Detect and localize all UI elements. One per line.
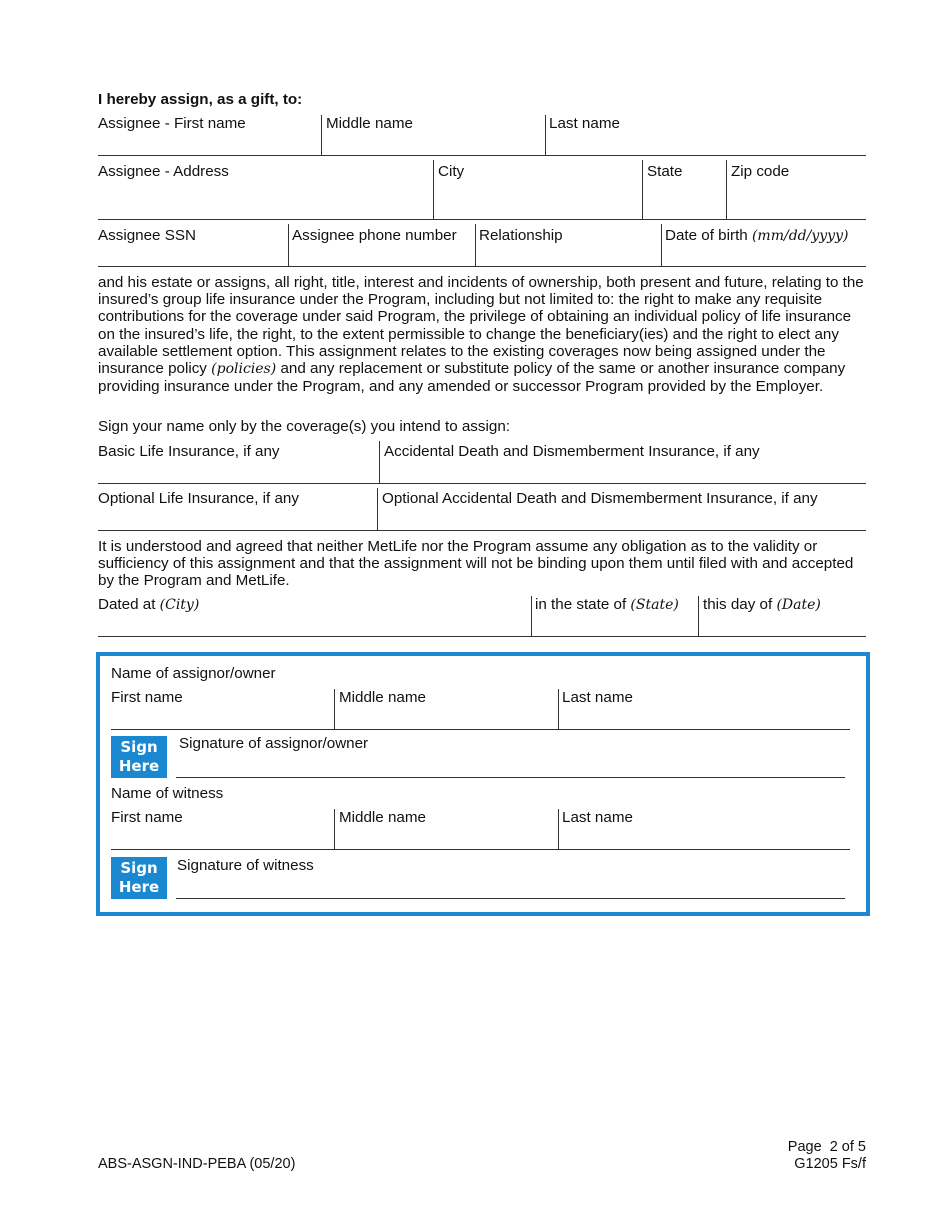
basic-life-label: Basic Life Insurance, if any: [98, 443, 280, 460]
agreement-paragraph: It is understood and agreed that neither MetLife nor the Program assume any obligation as to the validity or sufficiency of this assignment and that the assignment will not be binding upon them until filed with and accepted by the Program and MetLife.: [98, 538, 854, 590]
witness-last-name-label: Last name: [562, 809, 633, 826]
assignor-name-field[interactable]: [111, 729, 850, 730]
date-of-birth-label: Date of birth (mm/dd/yyyy): [665, 227, 849, 244]
divider: [433, 160, 434, 219]
divider: [288, 224, 289, 266]
assignee-ssn-label: Assignee SSN: [98, 227, 196, 244]
divider: [531, 596, 532, 636]
divider: [698, 596, 699, 636]
divider: [321, 115, 322, 155]
signature-box: [96, 652, 870, 916]
divider: [545, 115, 546, 155]
divider: [475, 224, 476, 266]
city-hint: (City): [159, 597, 200, 613]
assignee-middle-name-label: Middle name: [326, 115, 413, 132]
divider: [334, 809, 335, 849]
witness-heading: Name of witness: [111, 785, 224, 802]
assignee-address-field[interactable]: [98, 219, 866, 220]
assignee-name-field[interactable]: [98, 155, 866, 156]
witness-signature-label: Signature of witness: [177, 857, 314, 874]
divider: [661, 224, 662, 266]
divider: [334, 689, 335, 729]
optional-life-label: Optional Life Insurance, if any: [98, 490, 299, 507]
assignee-address-label: Assignee - Address: [98, 163, 229, 180]
witness-first-name-label: First name: [111, 809, 183, 826]
divider: [726, 160, 727, 219]
assignor-signature-field[interactable]: [176, 777, 845, 778]
assignee-last-name-label: Last name: [549, 115, 620, 132]
relationship-label: Relationship: [479, 227, 563, 244]
assignor-last-name-label: Last name: [562, 689, 633, 706]
dated-at-label: Dated at (City): [98, 596, 200, 613]
divider: [642, 160, 643, 219]
witness-signature-field[interactable]: [176, 898, 845, 899]
dated-field[interactable]: [98, 636, 866, 637]
policies-hint: (policies): [211, 361, 277, 378]
zip-code-label: Zip code: [731, 163, 790, 180]
assignor-signature-label: Signature of assignor/owner: [179, 735, 369, 752]
day-of-label: this day of (Date): [703, 596, 821, 613]
coverage-signature-field[interactable]: [98, 483, 866, 484]
form-code: ABS-ASGN-IND-PEBA (05/20): [98, 1156, 296, 1172]
divider: [558, 689, 559, 729]
assignee-phone-label: Assignee phone number: [292, 227, 457, 244]
divider: [379, 441, 380, 483]
coverage-instruction: Sign your name only by the coverage(s) you intend to assign:: [98, 418, 510, 435]
witness-name-field[interactable]: [111, 849, 850, 850]
assignment-heading: I hereby assign, as a gift, to:: [98, 91, 303, 108]
assignment-terms-paragraph: and his estate or assigns, all right, title, interest and incidents of ownership, both present and future, relating to the insured’s group life insurance under the Program, including but not limited to: the right to make any requisite contributions for the coverage under said Program, the privilege of obtaining an individual policy of life insurance on the insured’s life, the right, to the extent permissible to change the beneficiary(ies) and the right to elect any available settlement option. This assignment relates to the existing coverages now being assigned under the insurance policy (policies) and any replacement or substitute policy of the same or another insurance company providing insurance under the Program, and any amended or successor Program provided by the Employer.: [98, 274, 864, 396]
assignor-middle-name-label: Middle name: [339, 689, 426, 706]
assignee-details-field[interactable]: [98, 266, 866, 267]
optional-add-label: Optional Accidental Death and Dismemberment Insurance, if any: [382, 490, 818, 507]
state-label: State: [647, 163, 683, 180]
date-format-hint: (mm/dd/yyyy): [751, 228, 849, 244]
sign-here-badge: Sign Here: [111, 736, 167, 778]
date-hint: (Date): [776, 597, 821, 613]
assignor-first-name-label: First name: [111, 689, 183, 706]
divider: [558, 809, 559, 849]
city-label: City: [438, 163, 465, 180]
assignee-first-name-label: Assignee - First name: [98, 115, 246, 132]
form-id: G1205 Fs/f: [794, 1156, 866, 1172]
divider: [377, 488, 378, 530]
state-of-label: in the state of (State): [535, 596, 679, 613]
state-hint: (State): [630, 597, 679, 613]
add-insurance-label: Accidental Death and Dismemberment Insurance, if any: [384, 443, 760, 460]
assignor-heading: Name of assignor/owner: [111, 665, 276, 682]
sign-here-badge: Sign Here: [111, 857, 167, 899]
page-number: Page 2 of 5: [787, 1139, 866, 1155]
optional-coverage-signature-field[interactable]: [98, 530, 866, 531]
witness-middle-name-label: Middle name: [339, 809, 426, 826]
